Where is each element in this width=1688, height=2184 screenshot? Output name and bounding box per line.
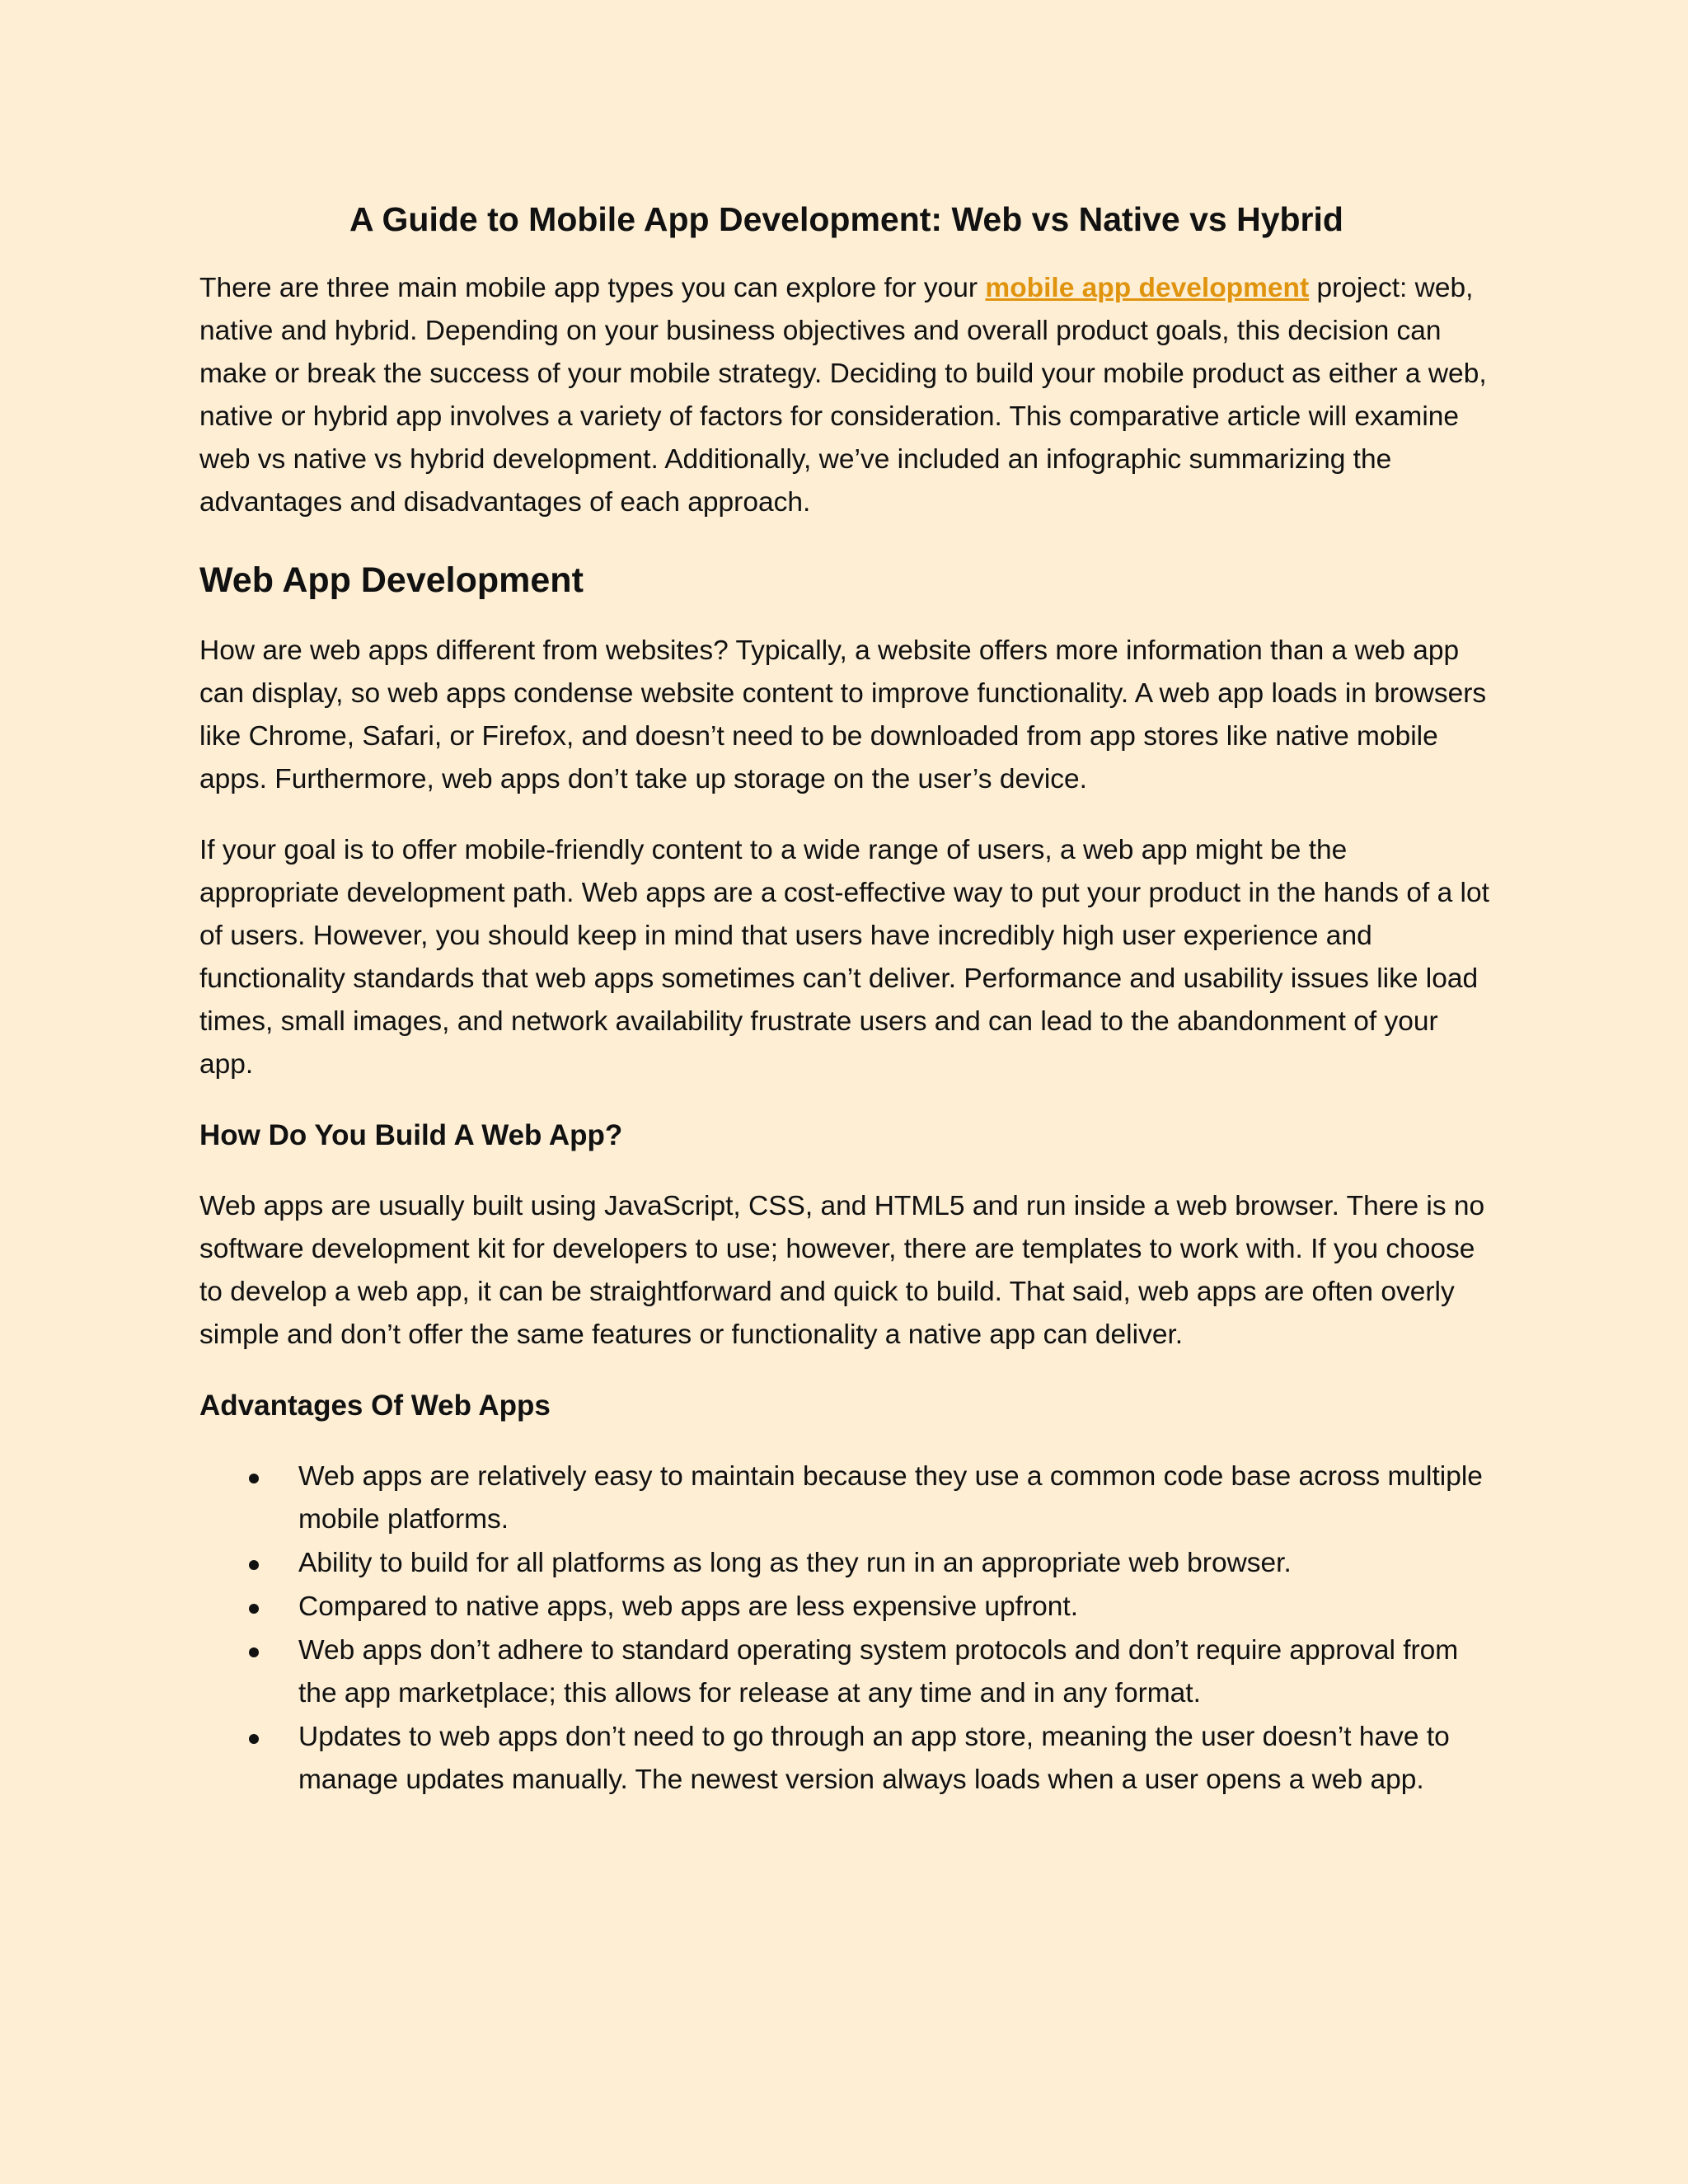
list-item-text: Web apps don’t adhere to standard operating system protocols and don’t require approval from the app marketplace; this allows for release at any time and in any format. xyxy=(298,1635,1459,1708)
list-item xyxy=(199,1629,1493,1715)
web-app-development-heading: Web App Development xyxy=(199,560,584,600)
web-app-paragraph-1: How are web apps different from websites? Typically, a website offers more information than a web app can display, so web apps condense website content to improve functionality. A web app loads in browsers like Chrome, Safari, or Firefox, and doesn’t need to be downloaded from app stores like native mobile apps. Furthermore, web apps don’t take up storage on the user’s device. xyxy=(199,635,1487,794)
list-item xyxy=(199,1586,1493,1629)
mobile-app-development-link[interactable]: mobile app development xyxy=(985,273,1310,303)
build-web-app-heading: How Do You Build A Web App? xyxy=(199,1119,623,1151)
bullet-icon xyxy=(249,1647,259,1657)
web-app-paragraph-2: If your goal is to offer mobile-friendly content to a wide range of users, a web app might be the appropriate development path. Web apps are a cost-effective way to put your product in the hands of a lot of users. However, you should keep in mind that users have incredibly high user experience and functionality standards that web apps sometimes can’t deliver. Performance and usability issues like load times, small images, and network availability frustrate users and can lead to the abandonment of your app. xyxy=(199,835,1489,1080)
intro-text-before-link: There are three main mobile app types you can explore for your xyxy=(199,273,986,303)
intro-text-after-link: project: web, native and hybrid. Depending on your business objectives and overall product goals, this decision can make or break the success of your mobile strategy. Deciding to build your mobile product as either a web, native or hybrid app involves a variety of factors for consideration. This comparative article will examine web vs native vs hybrid development. Additionally, we’ve included an infographic summarizing the advantages and disadvantages of each approach. xyxy=(199,273,1487,518)
list-item xyxy=(199,1455,1493,1541)
build-web-app-paragraph: Web apps are usually built using JavaScript, CSS, and HTML5 and run inside a web browser. There is no software development kit for developers to use; however, there are templates to work with. If you choose to develop a web app, it can be straightforward and quick to build. That said, web apps are often overly simple and don’t offer the same features or functionality a native app can deliver. xyxy=(199,1191,1485,1350)
bullet-icon xyxy=(249,1560,259,1570)
list-item-text: Web apps are relatively easy to maintain because they use a common code base across multiple mobile platforms. xyxy=(298,1461,1483,1535)
intro-paragraph xyxy=(199,267,1493,524)
document-title: A Guide to Mobile App Development: Web vs Native vs Hybrid xyxy=(349,200,1343,238)
list-item-text: Ability to build for all platforms as long as they run in an appropriate web browser. xyxy=(298,1548,1292,1578)
advantages-heading: Advantages Of Web Apps xyxy=(199,1390,551,1422)
bullet-icon xyxy=(249,1604,259,1614)
list-item xyxy=(199,1716,1493,1802)
advantages-list xyxy=(199,1455,1493,1802)
bullet-icon xyxy=(249,1474,259,1483)
list-item-text: Updates to web apps don’t need to go through an app store, meaning the user doesn’t have to manage updates manually. The newest version always loads when a user opens a web app. xyxy=(298,1722,1450,1795)
list-item-text: Compared to native apps, web apps are less expensive upfront. xyxy=(298,1591,1078,1622)
list-item xyxy=(199,1542,1493,1585)
bullet-icon xyxy=(249,1734,259,1744)
document-content xyxy=(199,196,1493,1802)
